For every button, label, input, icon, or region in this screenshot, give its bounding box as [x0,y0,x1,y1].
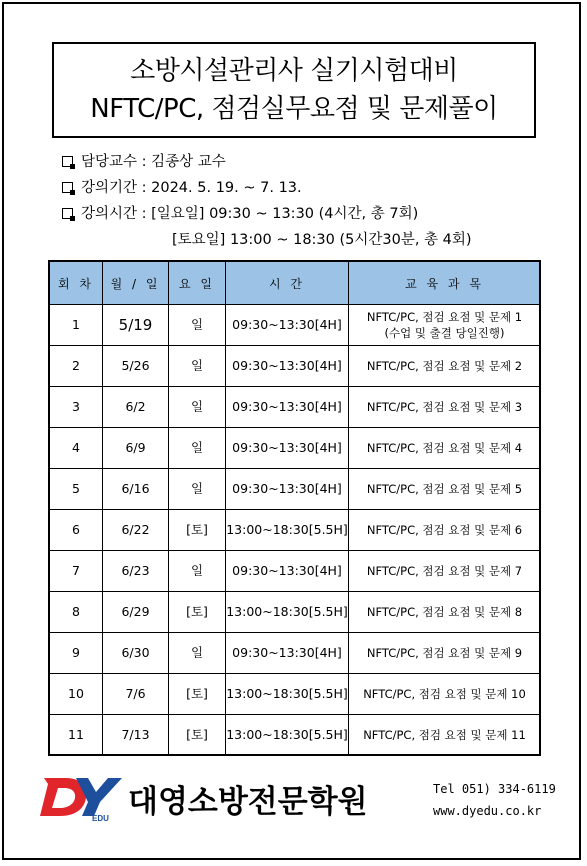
cell-subject: NFTC/PC, 점검 요점 및 문제 9 [349,633,541,674]
cell-no: 6 [50,510,103,551]
info-period [62,175,302,201]
logo-sub-text: EDU [92,814,109,822]
cell-date: 6/2 [103,387,169,428]
table-row [50,428,541,469]
cell-day: 일 [169,551,226,592]
schedule-table [49,261,541,756]
cell-day: [토] [169,674,226,715]
time-text-2: [토요일] 13:00 ~ 18:30 (5시간30분, 총 4회) [172,232,472,248]
cell-day: [토] [169,510,226,551]
table-row [50,510,541,551]
cell-date: 6/23 [103,551,169,592]
table-row [50,633,541,674]
table-header-row [50,262,541,305]
contact-info [433,778,556,822]
table-row [50,346,541,387]
web-text: www.dyedu.co.kr [433,804,542,818]
cell-subject: NFTC/PC, 점검 요점 및 문제 5 [349,469,541,510]
cell-date: 7/6 [103,674,169,715]
cell-day: [토] [169,715,226,756]
cell-subject: NFTC/PC, 점검 요점 및 문제 8 [349,592,541,633]
cell-date: 6/9 [103,428,169,469]
cell-no: 4 [50,428,103,469]
cell-day: 일 [169,346,226,387]
cell-subject: NFTC/PC, 점검 요점 및 문제 4 [349,428,541,469]
cell-time: 09:30~13:30[4H] [226,469,349,510]
cell-no: 1 [50,305,103,346]
table-row [50,387,541,428]
tel-text: Tel 051) 334-6119 [433,782,556,796]
table-row [50,305,541,346]
cell-no: 11 [50,715,103,756]
cell-day: 일 [169,469,226,510]
cell-no: 8 [50,592,103,633]
cell-time: 09:30~13:30[4H] [226,551,349,592]
header-date: 월 / 일 [103,262,169,305]
cell-day: 일 [169,305,226,346]
cell-date: 6/16 [103,469,169,510]
instructor-text: 담당교수 : 김종상 교수 [81,154,226,170]
cell-time: 09:30~13:30[4H] [226,428,349,469]
title-line-1: 소방시설관리사 실기시험대비 [130,56,458,86]
cell-time: 09:30~13:30[4H] [226,387,349,428]
cell-date: 5/26 [103,346,169,387]
cell-no: 3 [50,387,103,428]
table-row [50,551,541,592]
cell-no: 10 [50,674,103,715]
cell-date: 6/29 [103,592,169,633]
cell-day: [토] [169,592,226,633]
checkbox-bullet-icon [62,182,73,193]
cell-date: 6/22 [103,510,169,551]
cell-date: 5/19 [103,305,169,346]
footer [40,770,560,830]
cell-time: 13:00~18:30[5.5H] [226,510,349,551]
dy-logo-icon [40,774,124,822]
cell-subject: NFTC/PC, 점검 요점 및 문제 3 [349,387,541,428]
cell-time: 09:30~13:30[4H] [226,305,349,346]
info-instructor [62,149,226,175]
checkbox-bullet-icon [62,208,73,219]
info-time-2 [62,227,472,253]
subject-note: (수업 및 출결 당일진행) [384,326,505,340]
info-time [62,201,418,227]
cell-subject: NFTC/PC, 점검 요점 및 문제 7 [349,551,541,592]
cell-time: 13:00~18:30[5.5H] [226,674,349,715]
cell-no: 7 [50,551,103,592]
cell-day: 일 [169,428,226,469]
cell-subject: NFTC/PC, 점검 요점 및 문제 1 (수업 및 출결 당일진행) [349,305,541,346]
cell-day: 일 [169,387,226,428]
cell-no: 2 [50,346,103,387]
cell-day: 일 [169,633,226,674]
header-subject: 교 육 과 목 [349,262,541,305]
cell-time: 09:30~13:30[4H] [226,633,349,674]
time-text-1: 강의시간 : [일요일] 09:30 ~ 13:30 (4시간, 총 7회) [81,206,419,222]
cell-time: 13:00~18:30[5.5H] [226,715,349,756]
cell-subject: NFTC/PC, 점검 요점 및 문제 10 [349,674,541,715]
cell-time: 09:30~13:30[4H] [226,346,349,387]
cell-no: 5 [50,469,103,510]
title-line-2: NFTC/PC, 점검실무요점 및 문제풀이 [90,94,498,124]
header-day: 요 일 [169,262,226,305]
cell-subject: NFTC/PC, 점검 요점 및 문제 2 [349,346,541,387]
table-row [50,674,541,715]
cell-subject: NFTC/PC, 점검 요점 및 문제 6 [349,510,541,551]
cell-no: 9 [50,633,103,674]
cell-date: 6/30 [103,633,169,674]
school-name: 대영소방전문학원 [128,784,368,820]
header-time: 시 간 [226,262,349,305]
header-no: 회 차 [50,262,103,305]
table-row [50,715,541,756]
cell-subject: NFTC/PC, 점검 요점 및 문제 11 [349,715,541,756]
period-text: 강의기간 : 2024. 5. 19. ~ 7. 13. [81,180,302,196]
title-box [52,42,536,138]
cell-time: 13:00~18:30[5.5H] [226,592,349,633]
table-row [50,469,541,510]
table-row [50,592,541,633]
cell-date: 7/13 [103,715,169,756]
checkbox-bullet-icon [62,156,73,167]
